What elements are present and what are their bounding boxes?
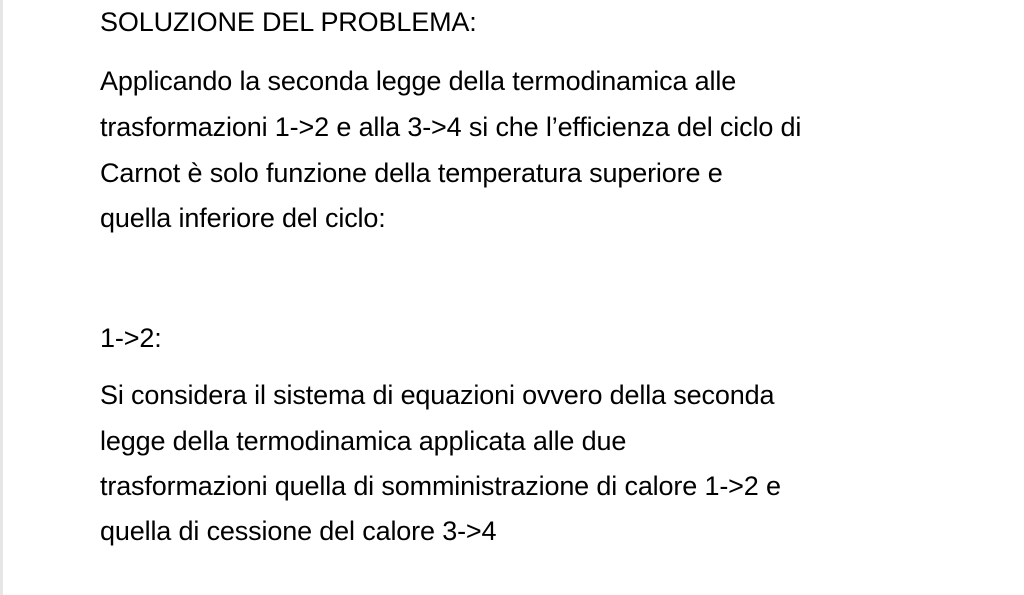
text-line: Applicando la seconda legge della termodinamica alle — [100, 66, 737, 96]
text-line: legge della termodinamica applicata alle due — [100, 426, 627, 456]
step-label: 1->2: — [100, 323, 162, 353]
text-line: quella di cessione del calore 3->4 — [100, 516, 497, 546]
text-line: Carnot è solo funzione della temperatura superiore e — [100, 158, 723, 188]
page-left-edge — [0, 0, 3, 595]
text-line: trasformazioni quella di somministrazione di calore 1->2 e — [100, 471, 781, 501]
section-heading: SOLUZIONE DEL PROBLEMA: — [100, 7, 477, 37]
text-line: quella inferiore del ciclo: — [100, 203, 386, 233]
text-line: trasformazioni 1->2 e alla 3->4 si che l’efficienza del ciclo di — [100, 112, 802, 142]
text-line: Si considera il sistema di equazioni ovvero della seconda — [100, 380, 775, 410]
